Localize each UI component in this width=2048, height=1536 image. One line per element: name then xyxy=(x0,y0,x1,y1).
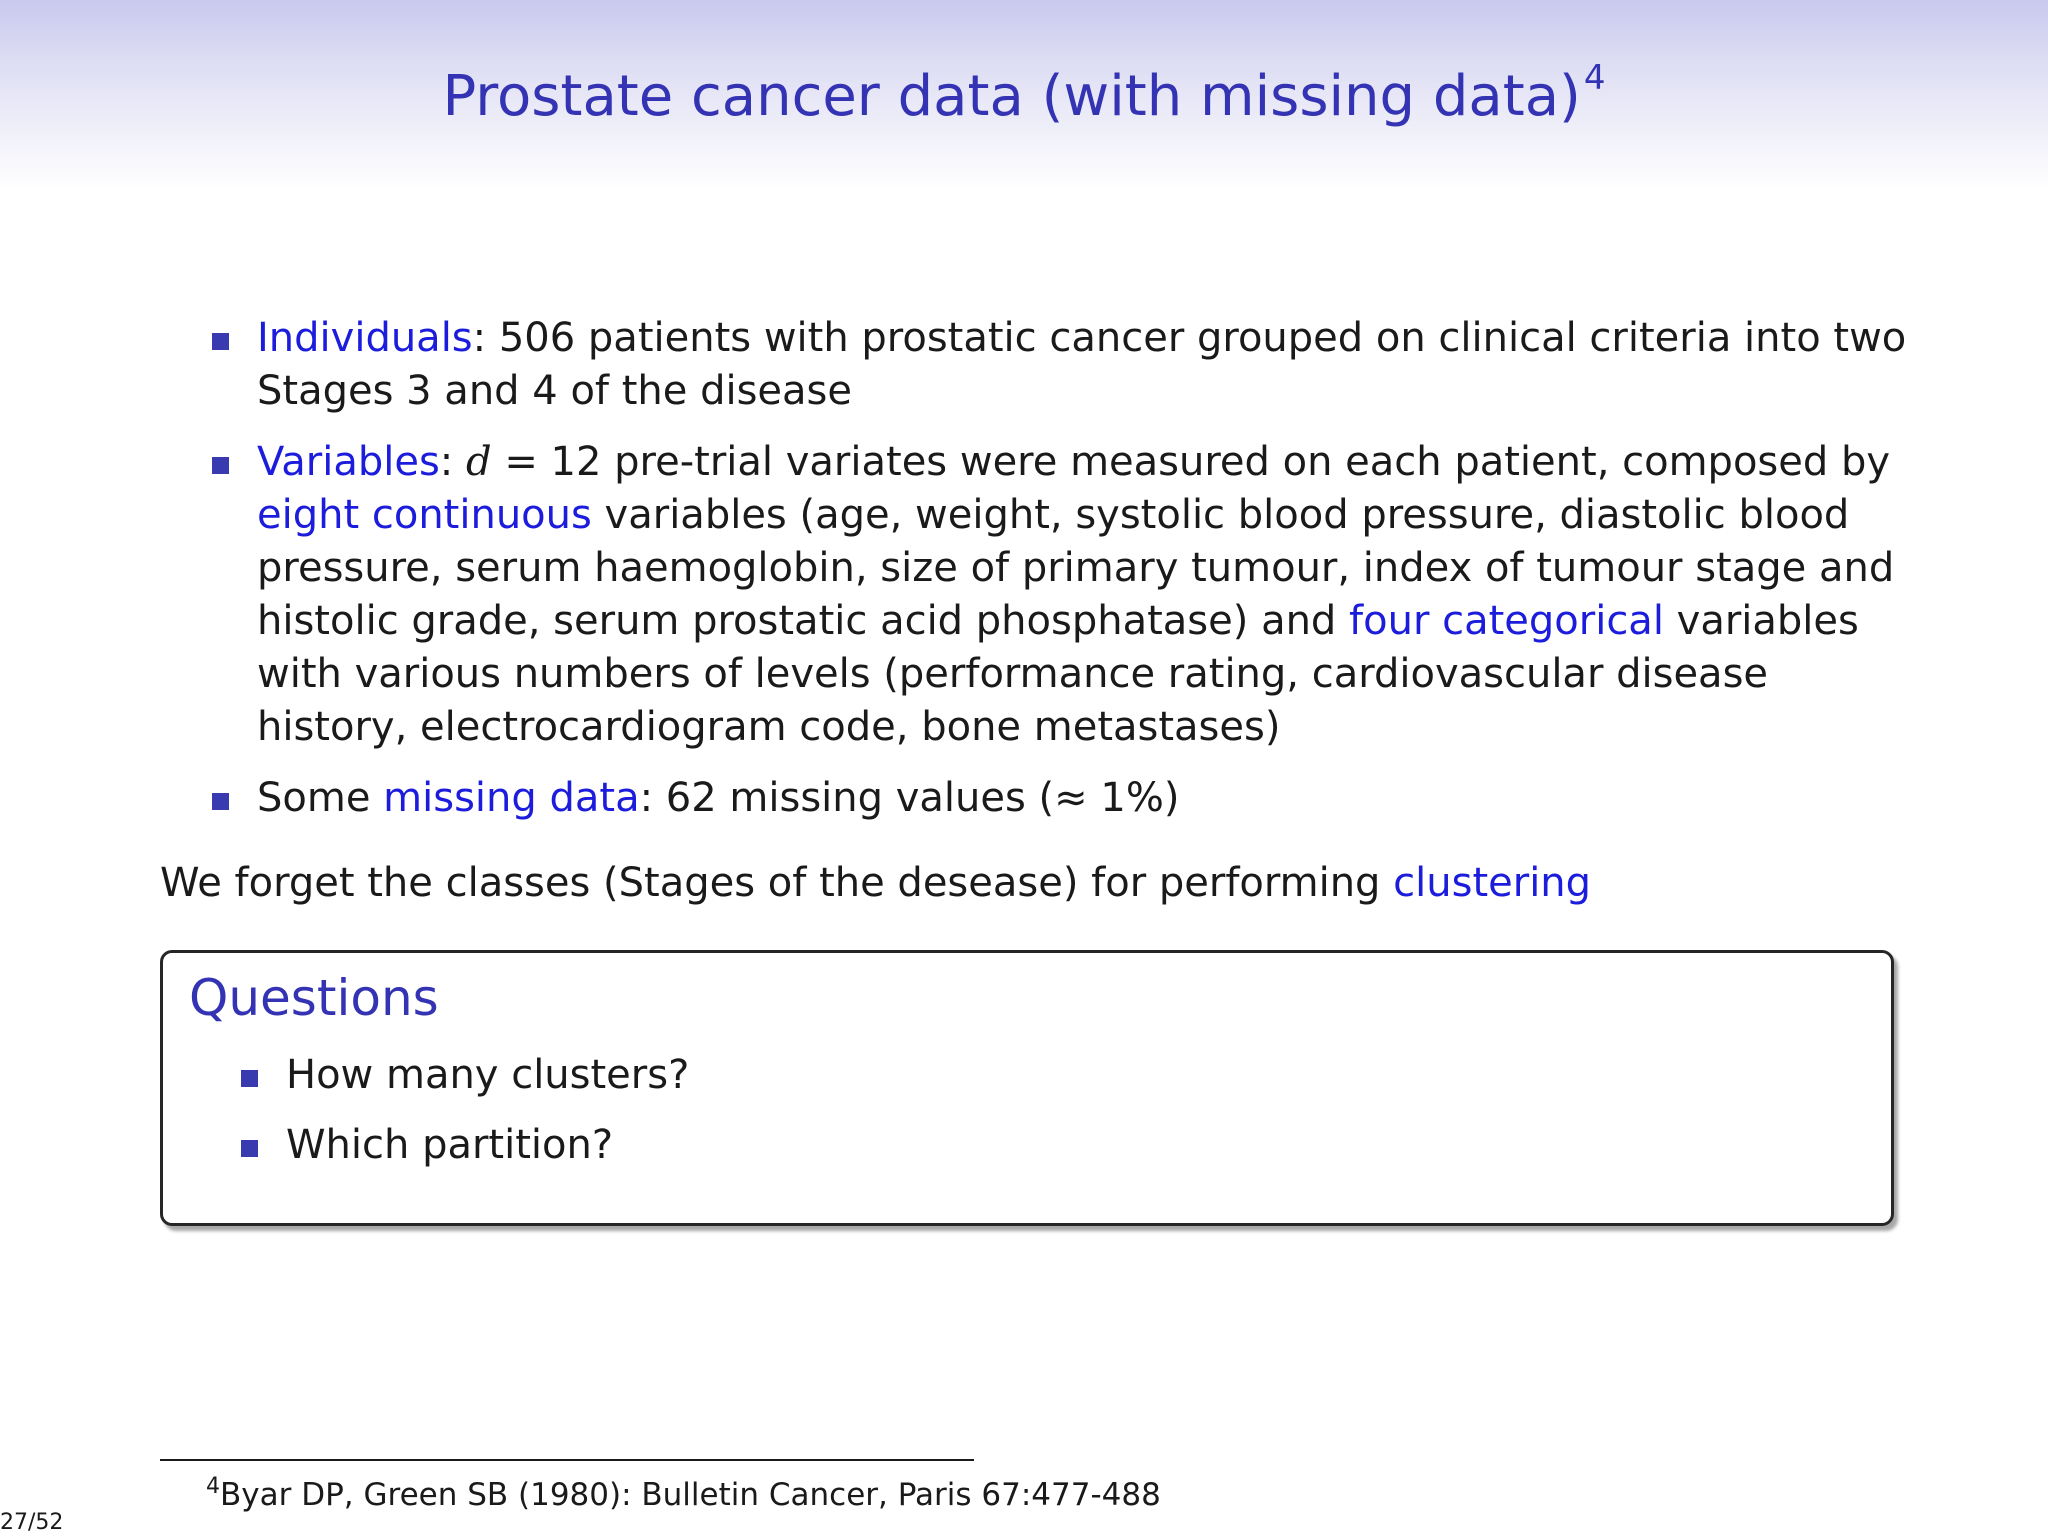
highlight-clustering: clustering xyxy=(1393,860,1592,906)
questions-block xyxy=(160,950,1894,1226)
term-missing-data: missing data xyxy=(383,775,640,821)
math-equality: = 12 xyxy=(491,439,602,485)
clustering-statement: We forget the classes (Stages of the desease) for performing clustering xyxy=(160,860,1592,906)
slide-title: Prostate cancer data (with missing data)$^4$ xyxy=(442,58,1606,129)
question-item: How many clusters? xyxy=(241,1049,689,1102)
footnote: $^4$Byar DP, Green SB (1980): Bulletin Cancer, Paris 67:477-488 xyxy=(206,1474,1161,1513)
slide-header xyxy=(0,0,2048,190)
page-number: 27/52 xyxy=(0,1510,64,1535)
bullet-variables: Variables: d = 12 pre-trial variates were measured on each patient, composed by eight continuous variables (age, weight, systolic blood pressure, diastolic blood pressure, serum haemoglobin, size of primary tumour, index of tumour stage and histolic grade, serum prostatic acid phosphatase) and four categorical variables with various numbers of levels (performance rating, cardiovascular disease history, electrocardiogram code, bone metastases) xyxy=(212,436,1912,754)
term-individuals: Individuals xyxy=(257,315,473,361)
question-item: Which partition? xyxy=(241,1119,689,1172)
footnote-rule xyxy=(160,1459,974,1461)
questions-list xyxy=(241,1049,689,1189)
footnote-marker: 4 xyxy=(1583,58,1606,98)
term-variables: Variables xyxy=(257,439,440,485)
bullet-missing-data: Some missing data: 62 missing values (≈ 1%) xyxy=(212,772,1912,825)
questions-title: Questions xyxy=(189,969,439,1027)
bullet-list xyxy=(212,312,1912,843)
highlight-four-categorical: four categorical xyxy=(1349,598,1664,644)
math-variable-d: d xyxy=(466,439,492,485)
bullet-individuals: Individuals: 506 patients with prostatic cancer grouped on clinical criteria into two Stages 3 and 4 of the disease xyxy=(212,312,1912,418)
highlight-eight-continuous: eight continuous xyxy=(257,492,592,538)
